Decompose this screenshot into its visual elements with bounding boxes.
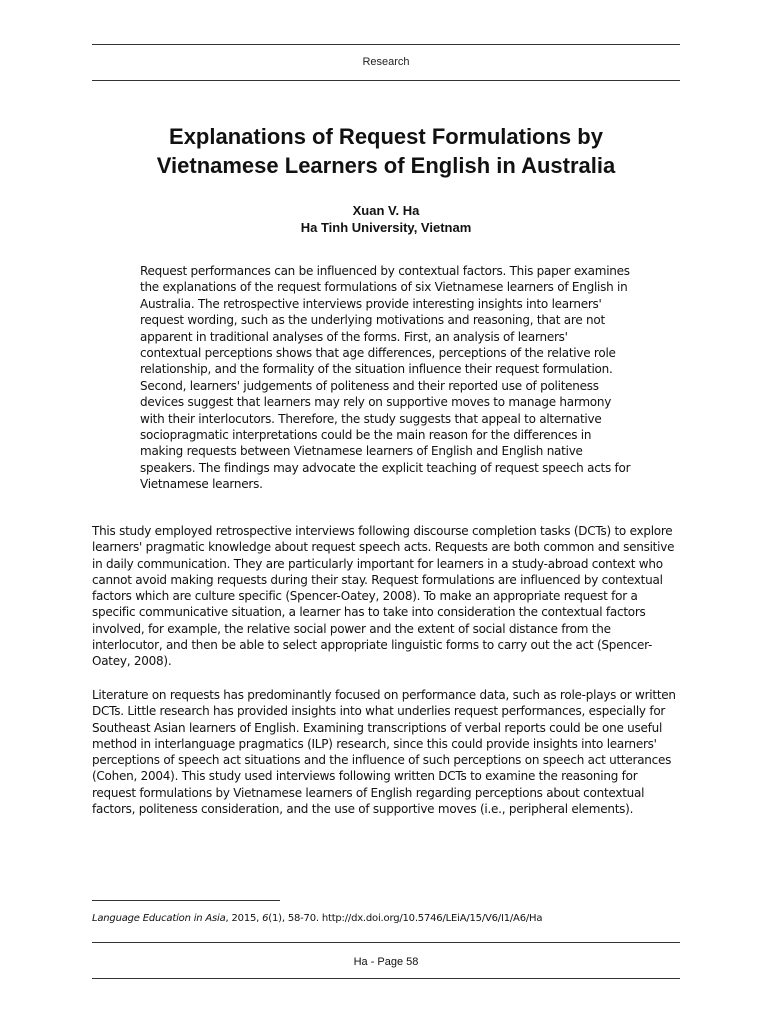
footer-top-rule bbox=[92, 942, 680, 943]
title-line-1: Explanations of Request Formulations by bbox=[169, 124, 603, 149]
running-head: Research bbox=[362, 56, 410, 68]
footnote-volume: 6 bbox=[262, 913, 269, 924]
page-number: Ha - Page 58 bbox=[353, 956, 419, 968]
title-line-2: Vietnamese Learners of English in Australia bbox=[156, 153, 616, 178]
author-name: Xuan V. Ha bbox=[352, 203, 420, 218]
body-paragraph-1: This study employed retrospective interviews following discourse completion tasks (DCTs) to explore learners' pragmatic knowledge about request speech acts. Requests are both common and sensitive in daily communication. They are particularly important for learners in a study-abroad context who cannot avoid making requests during their stay. Request formulations are influenced by contextual factors which are culture specific (Spencer-Oatey, 2008). To make an appropriate request for a specific communicative situation, a learner has to take into consideration the contextual factors involved, for example, the relative social power and the extent of social distance from the interlocutor, and then be able to select appropriate linguistic forms to carry out the act (Spencer-Oatey, 2008). bbox=[92, 524, 675, 669]
footnote-rule bbox=[92, 900, 280, 901]
footnote-journal: Language Education in Asia bbox=[92, 913, 226, 924]
header-top-rule bbox=[92, 44, 680, 45]
footnote-rest[interactable]: (1), 58-70. http://dx.doi.org/10.5746/LEiA/15/V6/I1/A6/Ha bbox=[268, 913, 543, 924]
abstract: Request performances can be influenced by contextual factors. This paper examines the explanations of the request formulations of six Vietnamese learners of English in Australia. The retrospective interviews provide interesting insights into learners' request wording, such as the underlying motivations and reasoning, that are not apparent in traditional analyses of the forms. First, an analysis of learners' contextual perceptions shows that age differences, perceptions of the relative role relationship, and the formality of the situation influence their request formulation. Second, learners' judgements of politeness and their reported use of politeness devices suggest that learners may rely on supportive moves to manage harmony with their interlocutors. Therefore, the study suggests that appeal to alternative sociopragmatic interpretations could be the main reason for the differences in making requests between Vietnamese learners of English and English native speakers. The findings may advocate the explicit teaching of request speech acts for Vietnamese learners. bbox=[140, 264, 631, 492]
footer-bottom-rule bbox=[92, 978, 680, 979]
author-block bbox=[92, 202, 680, 236]
citation-footnote bbox=[92, 912, 682, 925]
body-paragraph-2: Literature on requests has predominantly focused on performance data, such as role-plays or written DCTs. Little research has provided insights into what underlies request performances, especially for Southeast Asian learners of English. Examining transcriptions of verbal reports could be one useful method in interlanguage pragmatics (ILP) research, since this could provide insights into learners' perceptions of speech act situations and the influence of such perceptions on speech act utterances (Cohen, 2004). This study used interviews following written DCTs to examine the reasoning for request formulations by Vietnamese learners of English regarding perceptions about contextual factors, politeness consideration, and the use of supportive moves (i.e., peripheral elements). bbox=[92, 688, 676, 817]
header-bottom-rule bbox=[92, 80, 680, 81]
paper-title bbox=[92, 122, 680, 180]
author-affiliation: Ha Tinh University, Vietnam bbox=[300, 220, 472, 235]
footnote-year: , 2015, bbox=[225, 913, 263, 924]
